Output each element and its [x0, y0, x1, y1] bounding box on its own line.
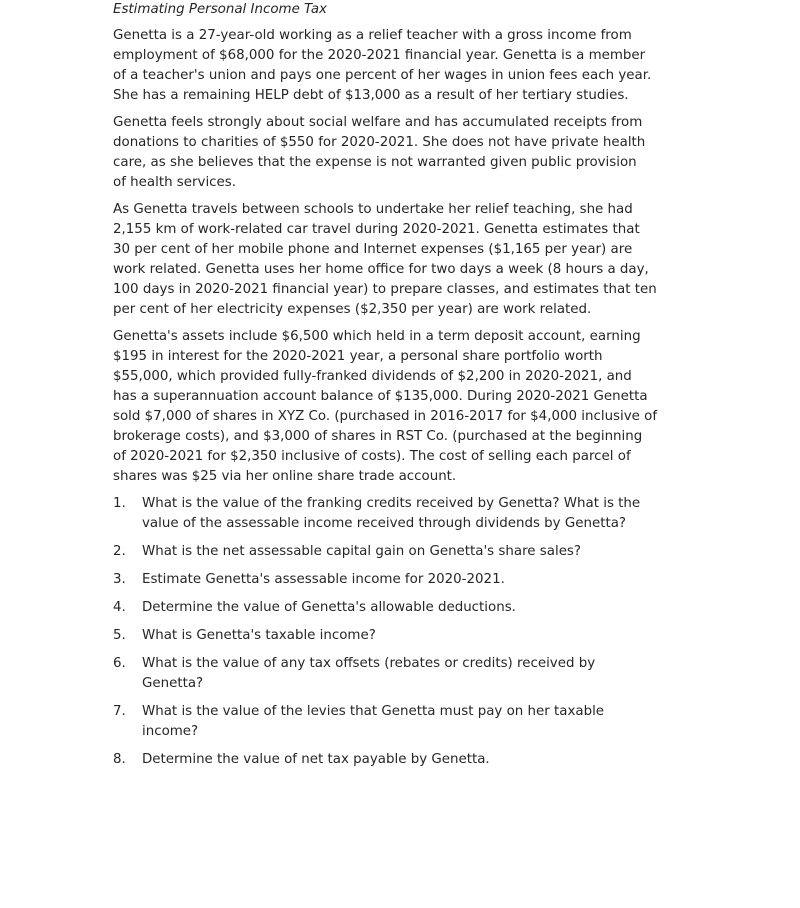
paragraph-line: 100 days in 2020-2021 financial year) to prepare classes, and estimates that ten	[113, 282, 657, 297]
paragraph-line: As Genetta travels between schools to undertake her relief teaching, she had	[113, 202, 633, 217]
question-item	[113, 702, 643, 742]
question-line: value of the assessable income received through dividends by Genetta?	[142, 516, 627, 531]
paragraph-line: has a superannuation account balance of $135,000. During 2020-2021 Genetta	[113, 389, 648, 404]
question-item	[113, 570, 643, 590]
paragraph-line: shares was $25 via her online share trade account.	[113, 469, 457, 484]
paragraph-line: care, as she believes that the expense is not warranted given public provision	[113, 155, 637, 170]
question-line: What is the value of any tax offsets (rebates or credits) received by	[142, 656, 596, 671]
question-number: 7.	[113, 704, 126, 719]
paragraph-income	[113, 26, 652, 106]
paragraph-line: Genetta's assets include $6,500 which held in a term deposit account, earning	[113, 329, 641, 344]
question-item	[113, 750, 643, 770]
question-line: Determine the value of Genetta's allowable deductions.	[142, 600, 516, 615]
question-line: What is the value of the levies that Genetta must pay on her taxable	[142, 704, 605, 719]
question-number: 8.	[113, 752, 126, 767]
document-title: Estimating Personal Income Tax	[113, 2, 327, 17]
question-number: 5.	[113, 628, 126, 643]
paragraph-line: Genetta feels strongly about social welfare and has accumulated receipts from	[113, 115, 643, 130]
question-line: What is the net assessable capital gain on Genetta's share sales?	[142, 544, 582, 559]
question-number: 6.	[113, 656, 126, 671]
question-line: What is Genetta's taxable income?	[142, 628, 376, 643]
question-line: Estimate Genetta's assessable income for 2020-2021.	[142, 572, 505, 587]
paragraph-line: $195 in interest for the 2020-2021 year, a personal share portfolio worth	[113, 349, 603, 364]
question-number: 3.	[113, 572, 126, 587]
question-item	[113, 542, 643, 562]
paragraph-line: of health services.	[113, 175, 237, 190]
paragraph-line: $55,000, which provided fully-franked dividends of $2,200 in 2020-2021, and	[113, 369, 632, 384]
paragraph-line: of 2020-2021 for $2,350 inclusive of costs). The cost of selling each parcel of	[113, 449, 631, 464]
question-number: 4.	[113, 600, 126, 615]
document-page	[113, 0, 658, 778]
question-line: income?	[142, 724, 199, 739]
question-list	[113, 494, 643, 770]
paragraph-line: employment of $68,000 for the 2020-2021 financial year. Genetta is a member	[113, 48, 646, 63]
paragraph-line: brokerage costs), and $3,000 of shares in RST Co. (purchased at the beginning	[113, 429, 643, 444]
paragraph-work-expenses	[113, 200, 657, 320]
question-line: Determine the value of net tax payable by Genetta.	[142, 752, 490, 767]
paragraph-line: donations to charities of $550 for 2020-2021. She does not have private health	[113, 135, 646, 150]
question-item	[113, 654, 643, 694]
question-line: Genetta?	[142, 676, 204, 691]
paragraph-assets	[113, 327, 658, 487]
paragraph-line: of a teacher's union and pays one percent of her wages in union fees each year.	[113, 68, 652, 83]
question-number: 1.	[113, 496, 126, 511]
paragraph-donations	[113, 113, 646, 193]
paragraph-line: sold $7,000 of shares in XYZ Co. (purchased in 2016-2017 for $4,000 inclusive of	[113, 409, 658, 424]
question-item	[113, 494, 643, 534]
question-item	[113, 598, 643, 618]
question-item	[113, 626, 643, 646]
paragraph-line: Genetta is a 27-year-old working as a relief teacher with a gross income from	[113, 28, 632, 43]
question-line: What is the value of the franking credits received by Genetta? What is the	[142, 496, 641, 511]
paragraph-line: per cent of her electricity expenses ($2,350 per year) are work related.	[113, 302, 592, 317]
paragraph-line: work related. Genetta uses her home office for two days a week (8 hours a day,	[113, 262, 649, 277]
paragraph-line: She has a remaining HELP debt of $13,000 as a result of her tertiary studies.	[113, 88, 629, 103]
question-number: 2.	[113, 544, 126, 559]
paragraph-line: 30 per cent of her mobile phone and Internet expenses ($1,165 per year) are	[113, 242, 633, 257]
paragraph-line: 2,155 km of work-related car travel during 2020-2021. Genetta estimates that	[113, 222, 640, 237]
